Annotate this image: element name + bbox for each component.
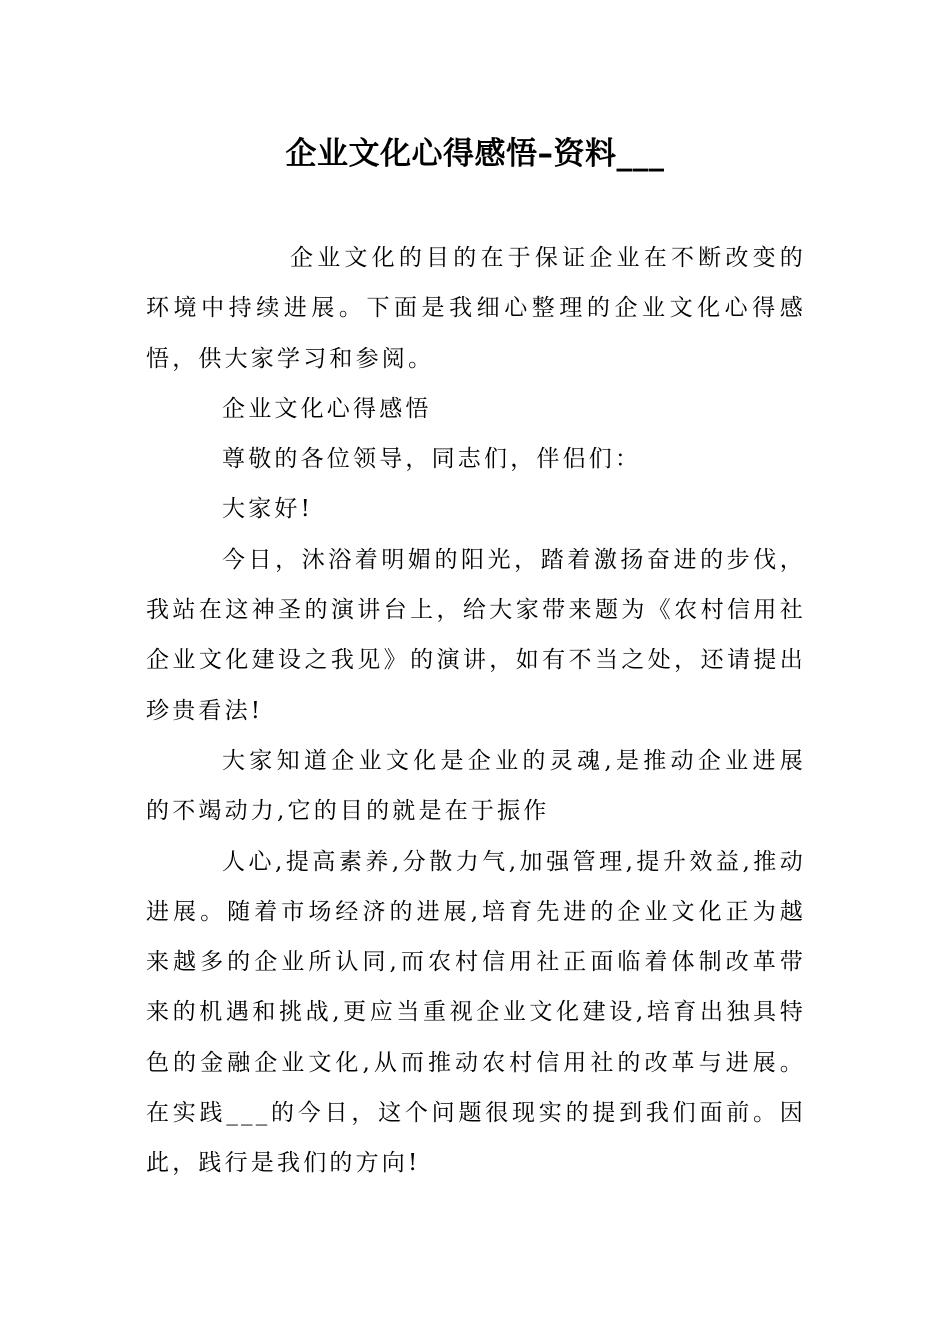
salutation: 尊敬的各位领导，同志们，伴侣们： [222, 446, 642, 473]
document-body [146, 233, 806, 1189]
document-title: 企业文化心得感悟–资料___ [285, 136, 665, 172]
body-paragraph-culture: 大家知道企业文化是企业的灵魂,是推动企业进展的不竭动力,它的目的就是在于振作 [146, 747, 806, 825]
body-paragraph-opening: 今日，沐浴着明媚的阳光，踏着激扬奋进的步伐，我站在这神圣的演讲台上，给大家带来题为《农村信用社企业文化建设之我见》的演讲，如有不当之处，还请提出珍贵看法! [146, 546, 806, 724]
body-paragraph-development: 人心,提高素养,分散力气,加强管理,提升效益,推动进展。随着市场经济的进展,培育先进的企业文化正为越来越多的企业所认同,而农村信用社正面临着体制改革带来的机遇和挑战,更应当重视企业文化建设,培育出独具特色的金融企业文化,从而推动农村信用社的改革与进展。在实践___的今日，这个问题很现实的提到我们面前。因此，践行是我们的方向! [146, 848, 806, 1177]
greeting: 大家好! [222, 496, 314, 523]
section-heading: 企业文化心得感悟 [222, 395, 432, 422]
intro-paragraph: 企业文化的目的在于保证企业在不断改变的环境中持续进展。下面是我细心整理的企业文化心得感悟，供大家学习和参阅。 [146, 245, 806, 372]
